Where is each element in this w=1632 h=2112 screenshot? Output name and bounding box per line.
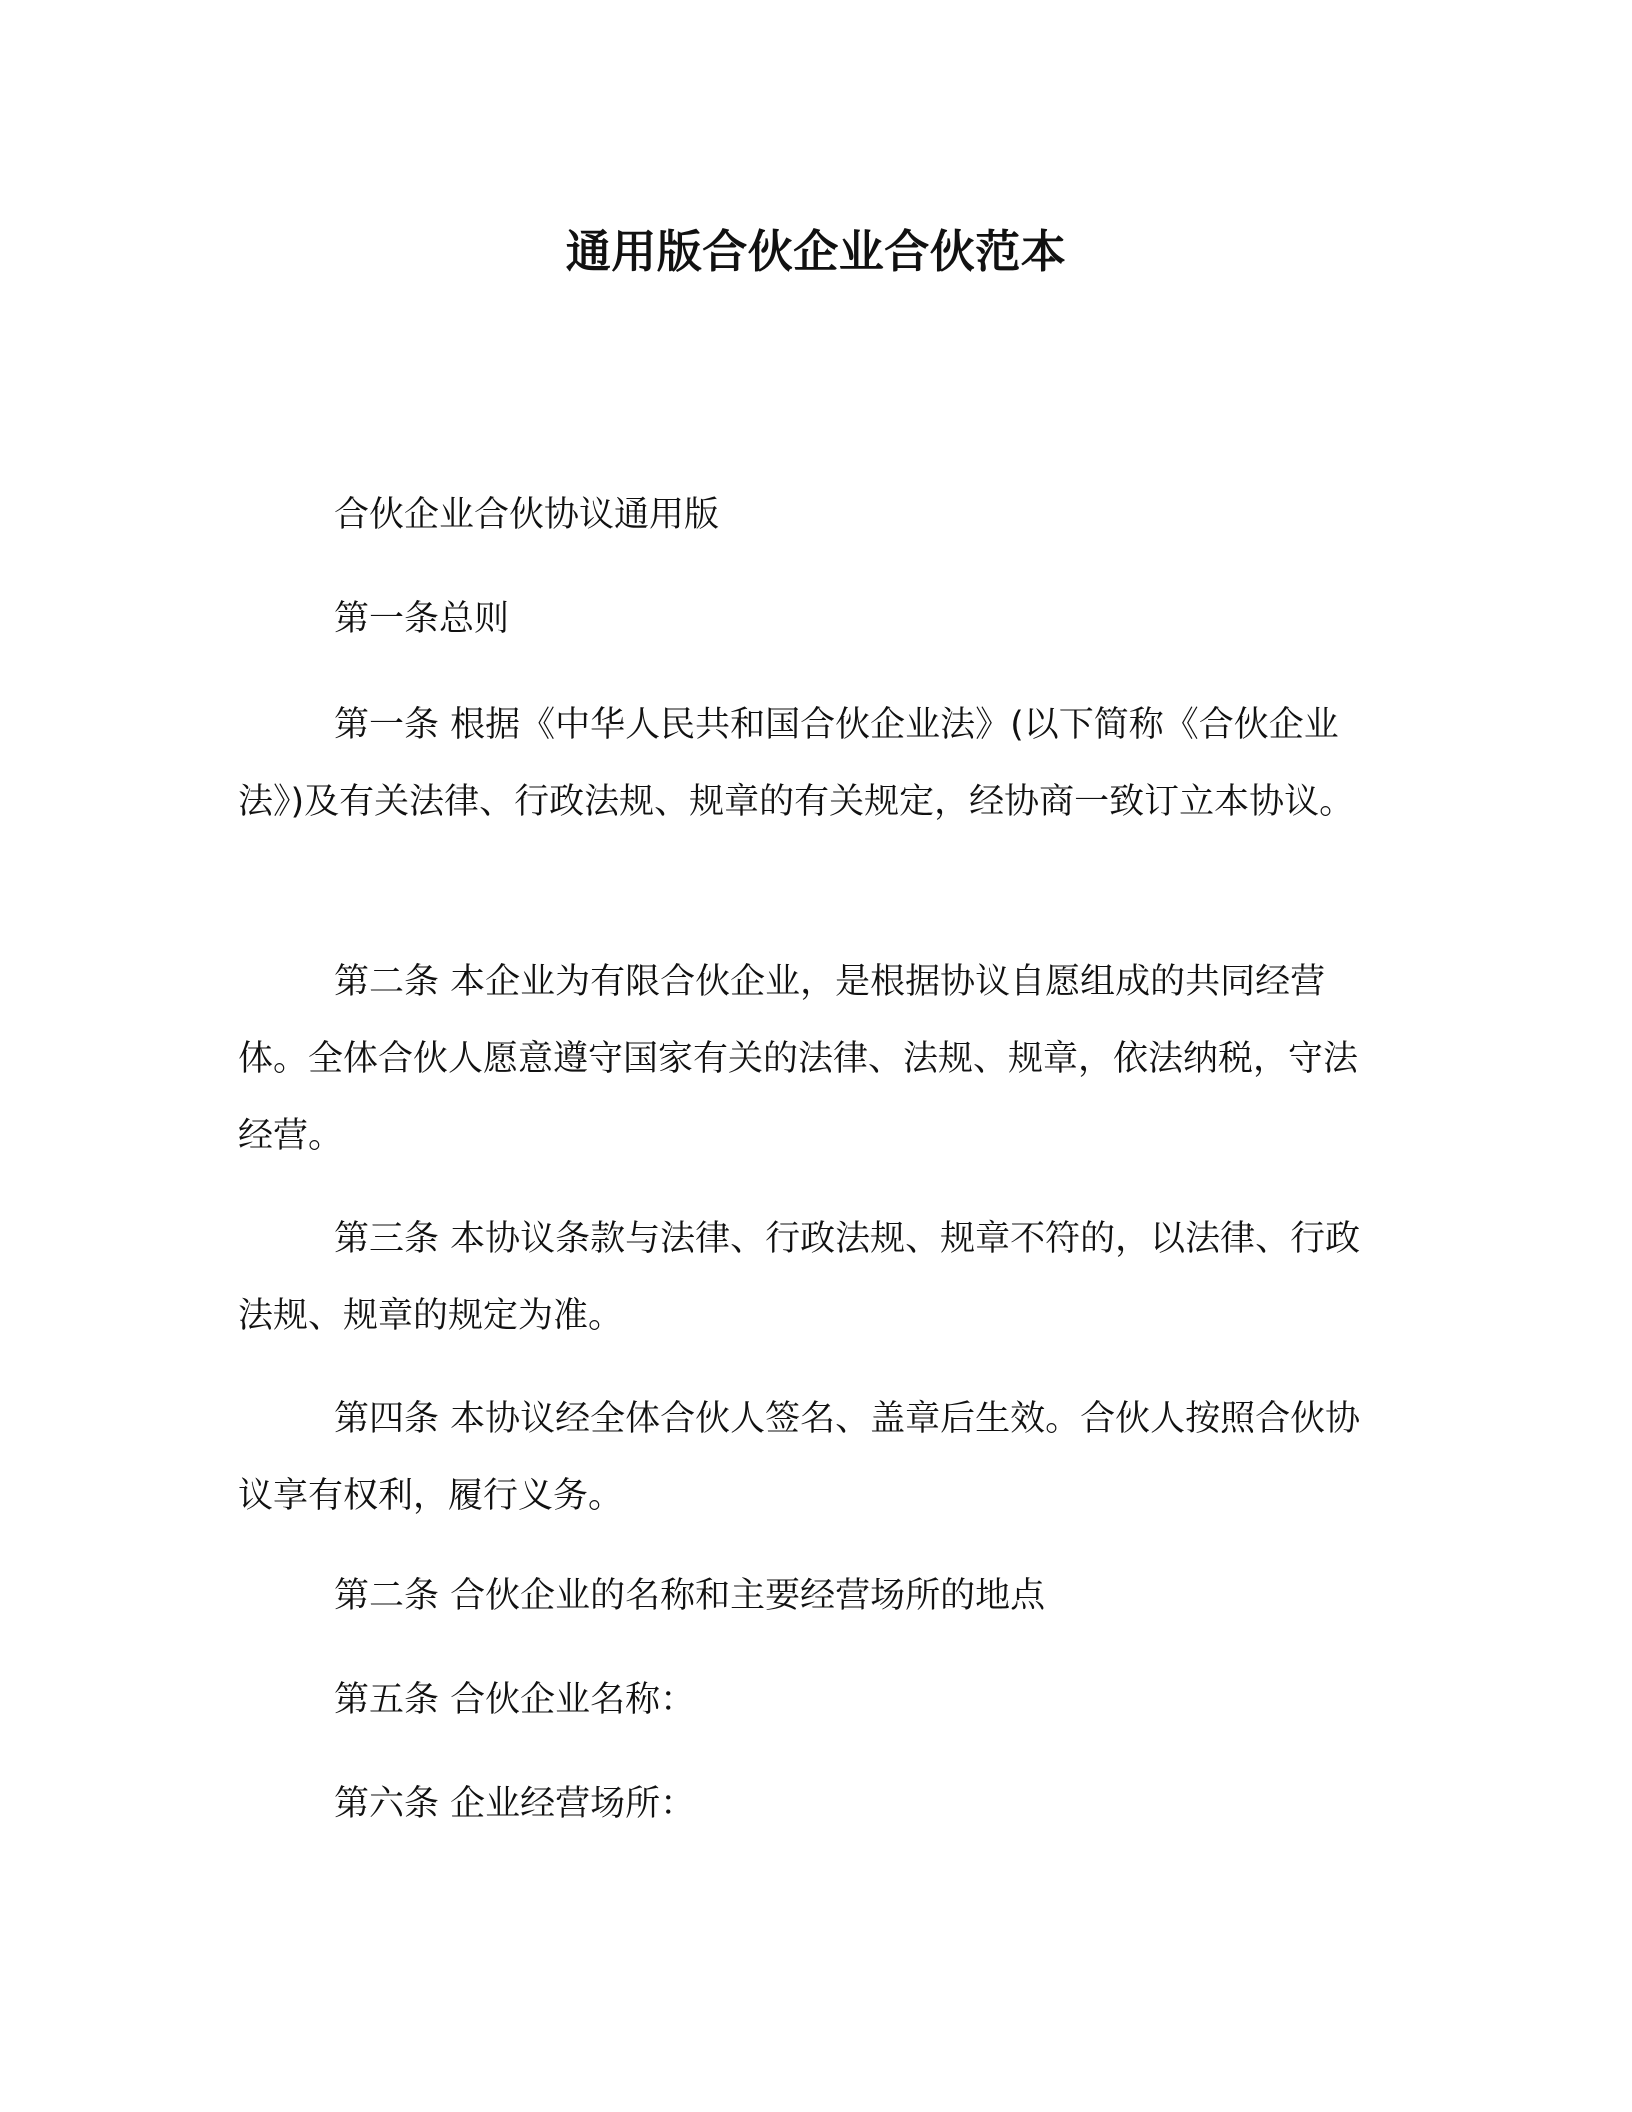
- document-title: 通用版合伙企业合伙范本: [565, 225, 1067, 278]
- article-3-paragraph: 第三条 本协议条款与法律、行政法规、规章不符的，以法律、行政法规、规章的规定为准。: [238, 1219, 1361, 1336]
- article-6-line: 第六条 企业经营场所：: [334, 1784, 696, 1824]
- article-5-line: 第五条 合伙企业名称：: [334, 1680, 696, 1720]
- chapter-1-heading: 第一条总则: [334, 599, 510, 639]
- article-1-paragraph: 第一条 根据《中华人民共和国合伙企业法》(以下简称《合伙企业法》)及有关法律、行政法规、规章的有关规定，经协商一致订立本协议。: [238, 705, 1355, 822]
- article-4-paragraph: 第四条 本协议经全体合伙人签名、盖章后生效。合伙人按照合伙协议享有权利，履行义务。: [238, 1399, 1361, 1516]
- agreement-subtitle: 合伙企业合伙协议通用版: [334, 495, 720, 535]
- article-2-paragraph: 第二条 本企业为有限合伙企业，是根据协议自愿组成的共同经营体。全体合伙人愿意遵守国家有关的法律、法规、规章，依法纳税，守法经营。: [238, 962, 1359, 1156]
- chapter-2-heading: 第二条 合伙企业的名称和主要经营场所的地点: [334, 1576, 1046, 1616]
